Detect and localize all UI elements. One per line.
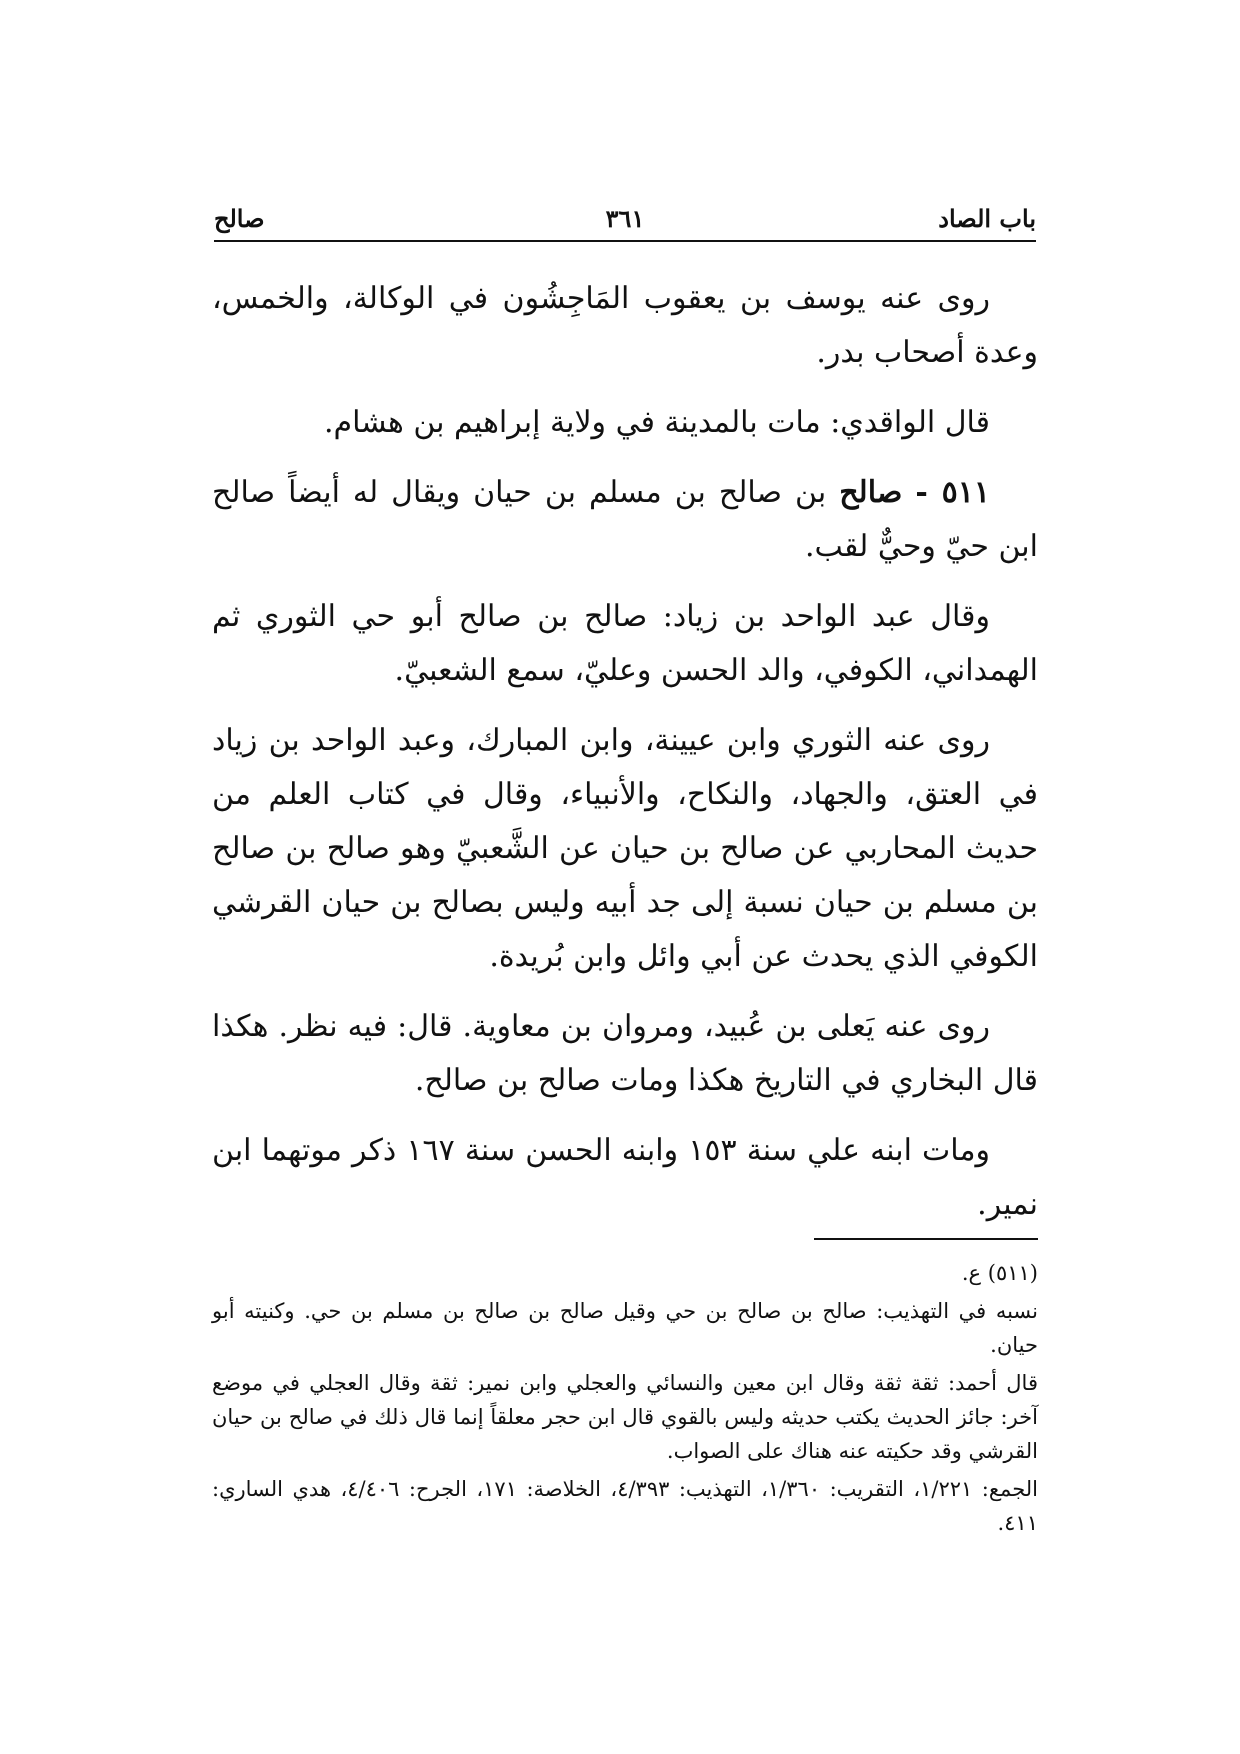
entry-text: بن صالح بن مسلم بن حيان ويقال له أيضاً صالح ابن حيّ وحيٌّ لقب. bbox=[212, 475, 1038, 564]
footnote-separator bbox=[814, 1238, 1038, 1240]
paragraph-4: وقال عبد الواحد بن زياد: صالح بن صالح أبو حي الثوري ثم الهمداني، الكوفي، والد الحسن وعليّ، سمع الشعبيّ. bbox=[212, 599, 1038, 688]
footnote-ref: (٥١١) ع. bbox=[961, 1261, 1038, 1285]
running-header bbox=[214, 200, 1036, 242]
paragraph-5: روى عنه الثوري وابن عيينة، وابن المبارك، وعبد الواحد بن زياد في العتق، والجهاد، والنكاح، والأنبياء، وقال في كتاب العلم من حديث المحاربي عن صالح بن حيان عن الشَّعبيّ وهو صالح بن صالح بن مسلم بن حيان نسبة إلى جد أبيه وليس بصالح بن حيان القرشي الكوفي الذي يحدث عن أبي وائل وابن بُريدة. bbox=[212, 723, 1038, 974]
footnotes bbox=[212, 1256, 1038, 1544]
paragraph-1: روى عنه يوسف بن يعقوب المَاجِشُون في الوكالة، والخمس، وعدة أصحاب بدر. bbox=[212, 281, 1038, 370]
main-text bbox=[212, 272, 1038, 1248]
footnote-sources: الجمع: ١/٢٢١، التقريب: ١/٣٦٠، التهذيب: ٤/٣٩٣، الخلاصة: ١٧١، الجرح: ٤/٤٠٦، هدي الساري: ٤١١. bbox=[212, 1477, 1038, 1535]
paragraph-2: قال الواقدي: مات بالمدينة في ولاية إبراهيم بن هشام. bbox=[323, 405, 990, 440]
running-entry-name: صالح bbox=[214, 204, 265, 233]
footnote-grading: قال أحمد: ثقة ثقة وقال ابن معين والنسائي والعجلي وابن نمير: ثقة وقال العجلي في موضع آخر: جائز الحديث يكتب حديثه وليس بالقوي قال ابن حجر معلقاً إنما قال ذلك في صالح بن حيان القرشي وقد حكيته عنه هناك على الصواب. bbox=[212, 1371, 1038, 1463]
entry-511 bbox=[212, 466, 1038, 574]
paragraph-6: روى عنه يَعلى بن عُبيد، ومروان بن معاوية. قال: فيه نظر. هكذا قال البخاري في التاريخ هكذا ومات صالح بن صالح. bbox=[212, 1009, 1038, 1098]
footnote-lineage: نسبه في التهذيب: صالح بن صالح بن حي وقيل صالح بن صالح بن مسلم بن حي. وكنيته أبو حيان. bbox=[212, 1299, 1038, 1357]
page-number: ٣٦١ bbox=[605, 204, 645, 233]
section-title: باب الصاد bbox=[938, 204, 1036, 233]
entry-name: صالح bbox=[839, 475, 903, 510]
paragraph-7: ومات ابنه علي سنة ١٥٣ وابنه الحسن سنة ١٦٧ ذكر موتهما ابن نمير. bbox=[212, 1133, 1038, 1222]
entry-number: ٥١١ - bbox=[915, 475, 991, 510]
